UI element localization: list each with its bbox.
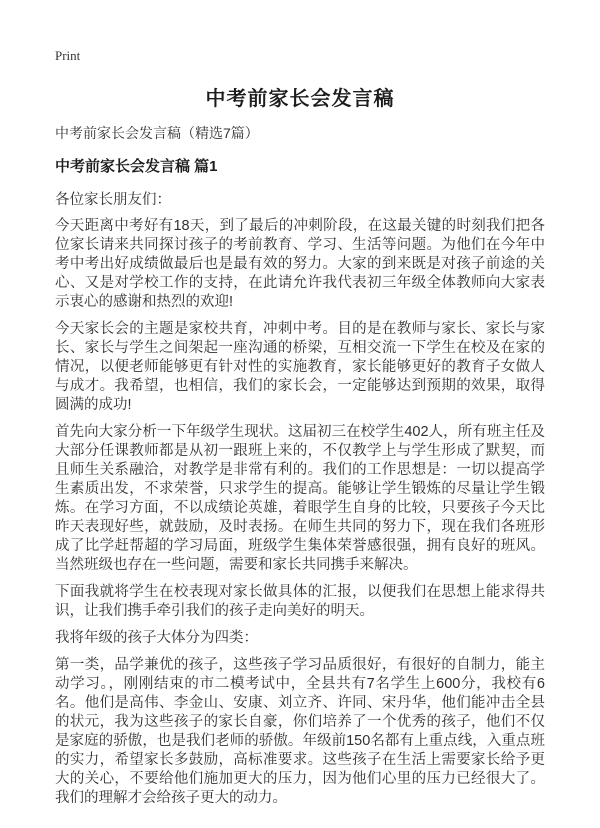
print-link[interactable]: Print xyxy=(55,48,81,63)
paragraph-meeting-theme: 今天家长会的主题是家校共育，冲刺中考。目的是在教师与家长、家长与家长、家长与学生之间架起一座沟通的桥梁，互相交流一下学生在校及在家的情况，以便老师能够更有针对性的实施教育，家长能够更好的教育子女做人与成才。我希望，也相信，我们的家长会，一定能够达到预期的效果，取得圆满的成功! xyxy=(55,321,545,413)
page-title: 中考前家长会发言稿 xyxy=(205,88,395,110)
paragraph-intro-welcome: 今天距离中考好有18天，到了最后的冲刺阶段，在这最关键的时刻我们把各位家长请来共同探讨孩子的考前教育、学习、生活等问题。为他们在今年中考中考出好成绩做最后也是最有效的努力。大家的到来既是对孩子前途的关心、又是对学校工作的支持，在此请允许我代表初三年级全体教师向大家表示衷心的感谢和热烈的欢迎! xyxy=(55,218,545,310)
paragraph-category-one: 第一类，品学兼优的孩子，这些孩子学习品质很好，有很好的自制力，能主动学习。，刚刚结束的市二模考试中，全县共有7名学生上600分，我校有6名。他们是高伟、李金山、安康、刘立齐、许同、宋丹华，他们能冲击全县的状元，我为这些孩子的家长自豪，你们培养了一个优秀的孩子，他们不仅是家庭的骄傲，也是我们老师的骄傲。年级前150名都有上重点线，入重点班的实力，希望家长多鼓励，高标准要求。这些孩子在生活上需要家长给予更大的关心，不要给他们施加更大的压力，因为他们心里的压力已经很大了。我们的理解才会给孩子更大的动力。 xyxy=(55,657,545,806)
section-heading-part1: 中考前家长会发言稿 篇1 xyxy=(55,158,218,175)
paragraph-four-categories: 我将年级的孩子大体分为四类： xyxy=(55,630,258,646)
paragraph-grade-status: 首先向大家分析一下年级学生现状。这届初三在校学生402人，所有班主任及大部分任课教师都是从初一跟班上来的，不仅教学上与学生形成了默契，而且师生关系融洽，对教学是非常有利的。我们的工作思想是：一切以提高学生素质出发，不求荣誉，只求学生的提高。能够让学生锻炼的尽量让学生锻炼。在学习方面，不以成绩论英雄，着眼学生自身的比较，只要孩子今天比昨天表现好些，就鼓励，及时表扬。在师生共同的努力下，现在我们各班形成了比学赶帮超的学习局面，班级学生集体荣誉感很强，拥有良好的班风。当然班级也存在一些问题，需要和家长共同携手来解决。 xyxy=(55,424,545,573)
paragraph-report-intro: 下面我就将学生在校表现对家长做具体的汇报，以便我们在思想上能求得共识，让我们携手牵引我们的孩子走向美好的明天。 xyxy=(55,584,545,619)
doc-subtitle: 中考前家长会发言稿（精选7篇） xyxy=(55,125,259,141)
salutation: 各位家长朋友们： xyxy=(55,192,171,208)
